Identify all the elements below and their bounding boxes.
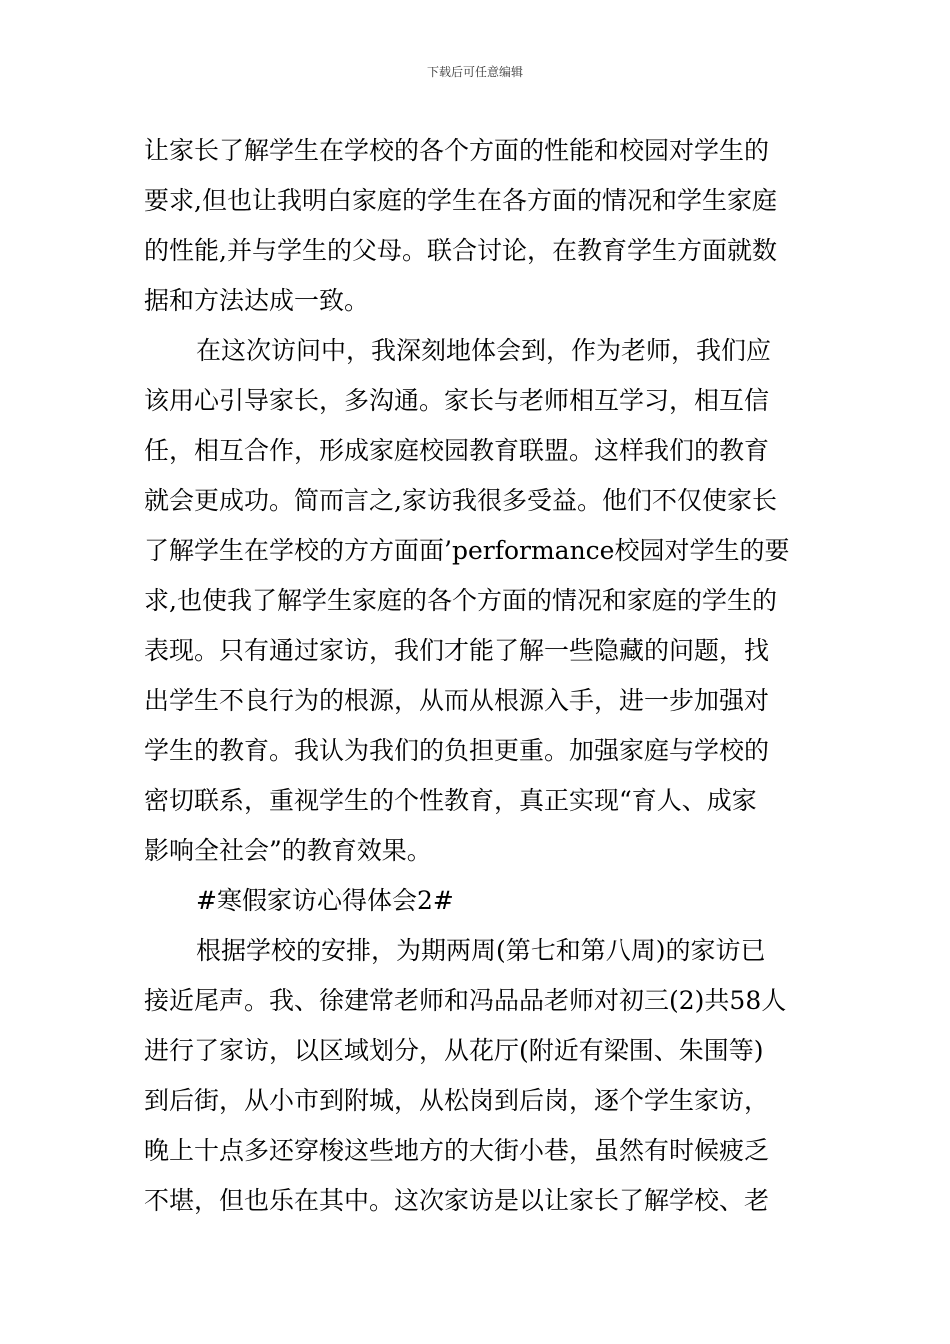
text-line: 就会更成功。简而言之,家访我很多受益。他们不仅使家长 bbox=[144, 486, 777, 515]
text-line: 出学生不良行为的根源，从而从根源入手，进一步加强对 bbox=[144, 686, 770, 715]
text-line: 任，相互合作，形成家庭校园教育联盟。这样我们的教育 bbox=[144, 436, 770, 465]
text-line: 表现。只有通过家访，我们才能了解一些隐藏的问题，找 bbox=[144, 636, 770, 665]
text-line: 密切联系，重视学生的个性教育，真正实现“育人、成家 bbox=[144, 786, 757, 815]
text-line: 不堪，但也乐在其中。这次家访是以让家长了解学校、老 bbox=[144, 1186, 770, 1215]
paragraph-1 bbox=[144, 128, 814, 328]
text-line: 学生的教育。我认为我们的负担更重。加强家庭与学校的 bbox=[144, 736, 770, 765]
text-line: 接近尾声。我、徐建常老师和冯品品老师对初三(2)共58人 bbox=[144, 986, 787, 1015]
section-heading bbox=[144, 878, 814, 928]
document-body bbox=[144, 128, 814, 1228]
text-line: 求,也使我了解学生家庭的各个方面的情况和家庭的学生的 bbox=[144, 586, 777, 615]
text-line: 要求,但也让我明白家庭的学生在各方面的情况和学生家庭 bbox=[144, 186, 777, 215]
text-line: 的性能,并与学生的父母。联合讨论，在教育学生方面就数 bbox=[144, 236, 777, 265]
paragraph-3 bbox=[144, 928, 814, 1228]
text-line: 晚上十点多还穿梭这些地方的大街小巷，虽然有时候疲乏 bbox=[144, 1136, 770, 1165]
text-line: 到后街，从小市到附城，从松岗到后岗，逐个学生家访， bbox=[144, 1086, 770, 1115]
text-line: 该用心引导家长，多沟通。家长与老师相互学习，相互信 bbox=[144, 386, 770, 415]
text-line: 影响全社会”的教育效果。 bbox=[144, 836, 432, 865]
text-line: 在这次访问中，我深刻地体会到，作为老师，我们应 bbox=[196, 336, 772, 365]
text-line: 据和方法达成一致。 bbox=[144, 286, 370, 315]
paragraph-2 bbox=[144, 328, 814, 878]
section-heading-text: #寒假家访心得体会2# bbox=[196, 886, 454, 915]
text-line: 根据学校的安排，为期两周(第七和第八周)的家访已 bbox=[196, 936, 766, 965]
page-header-note: 下载后可任意编辑 bbox=[426, 65, 523, 79]
text-line: 了解学生在学校的方方面面’performance校园对学生的要 bbox=[144, 536, 790, 565]
text-line: 进行了家访，以区域划分，从花厅(附近有梁围、朱围等) bbox=[144, 1036, 764, 1065]
text-line: 让家长了解学生在学校的各个方面的性能和校园对学生的 bbox=[144, 136, 770, 165]
